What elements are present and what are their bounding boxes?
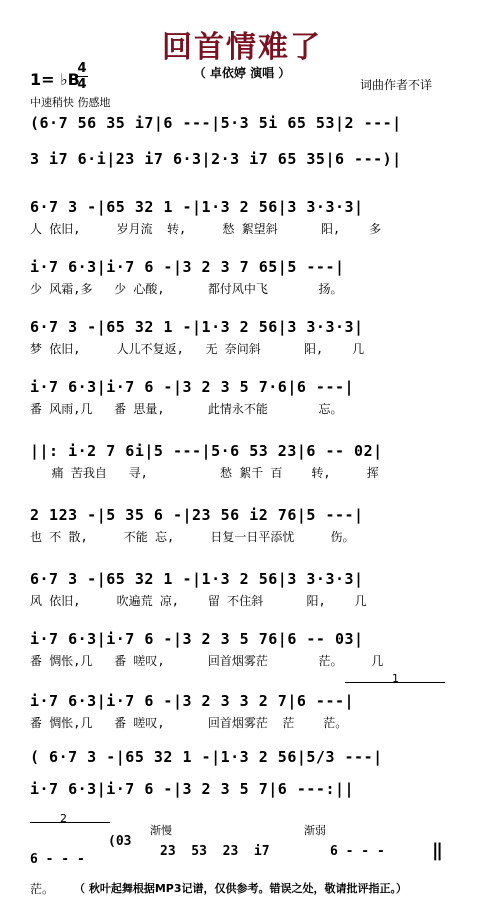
final-lyric: 茫。 bbox=[30, 882, 55, 896]
time-signature-top: 4 bbox=[77, 61, 87, 76]
time-signature-bottom: 4 bbox=[77, 77, 87, 92]
final-barline: ‖ bbox=[432, 840, 443, 861]
time-signature bbox=[76, 62, 88, 91]
tempo-marking: 中速稍快 伤感地 bbox=[30, 96, 111, 109]
lyrics: 番 惆怅,几 番 嗟叹, 回首烟雾茫 茫。 几 bbox=[30, 654, 384, 668]
notes: i·7 6·3|i·7 6 -|3 2 3 5 7|6 ---:|| bbox=[30, 780, 355, 798]
performer-credit: （ 卓依婷 演唱 ） bbox=[193, 66, 291, 80]
notes: i·7 6·3|i·7 6 -|3 2 3 3 2 7|6 ---| bbox=[30, 692, 355, 710]
notes: (6·7 56 35 i7|6 ---|5·3 5i 65 53|2 ---| bbox=[30, 114, 402, 132]
ritardando-label: 渐慢 bbox=[150, 824, 172, 837]
diminuendo-label: 渐弱 bbox=[304, 824, 326, 837]
composer-credit: 词曲作者不详 bbox=[360, 78, 433, 92]
lyrics: 番 风雨,几 番 思量, 此情永不能 忘。 bbox=[30, 402, 343, 416]
lyrics: 少 风霜,多 少 心酸, 都付风中飞 扬。 bbox=[30, 282, 343, 296]
lyrics: 痛 苦我自 寻, 愁 絮千 百 转, 挥 bbox=[30, 466, 379, 480]
notes: 6·7 3 -|65 32 1 -|1·3 2 56|3 3·3·3| bbox=[30, 318, 364, 336]
first-ending-number: 1 bbox=[392, 672, 399, 685]
final-notes: 6 - - - bbox=[30, 852, 85, 867]
lyrics: 番 惆怅,几 番 嗟叹, 回首烟雾茫 茫 茫。 bbox=[30, 716, 348, 730]
ritardando-notes: 23 53 23 i7 bbox=[160, 844, 270, 859]
lyrics: 人 依旧, 岁月流 转, 愁 絮望斜 阳, 多 bbox=[30, 222, 382, 236]
notes: ( 6·7 3 -|65 32 1 -|1·3 2 56|5/3 ---| bbox=[30, 748, 383, 766]
notes: 2 123 -|5 35 6 -|23 56 i2 76|5 ---| bbox=[30, 506, 364, 524]
second-ending-number: 2 bbox=[60, 812, 67, 825]
notes: i·7 6·3|i·7 6 -|3 2 3 5 7·6|6 ---| bbox=[30, 378, 355, 396]
lyrics: 梦 依旧, 人儿不复返, 无 奈问斜 阳, 几 bbox=[30, 342, 365, 356]
pickup-notes: (03 bbox=[108, 834, 132, 849]
notes: 3 i7 6·i|23 i7 6·3|2·3 i7 65 35|6 ---)| bbox=[30, 150, 402, 168]
key-signature: 1= ♭B bbox=[30, 70, 80, 89]
page-title: 回首情难了 bbox=[162, 30, 322, 65]
notes: 6·7 3 -|65 32 1 -|1·3 2 56|3 3·3·3| bbox=[30, 570, 364, 588]
notes: i·7 6·3|i·7 6 -|3 2 3 5 76|6 -- 03| bbox=[30, 630, 364, 648]
notes: 6·7 3 -|65 32 1 -|1·3 2 56|3 3·3·3| bbox=[30, 198, 364, 216]
footer-note: （ 秋叶起舞根据MP3记谱，仅供参考。错误之处，敬请批评指正。） bbox=[74, 882, 407, 895]
lyrics: 风 依旧, 吹遍荒 凉, 留 不住斜 阳, 几 bbox=[30, 594, 367, 608]
lyrics: 也 不 散, 不能 忘, 日复一日平添忧 伤。 bbox=[30, 530, 355, 544]
notes: ||: i·2 7 6i|5 ---|5·6 53 23|6 -- 02| bbox=[30, 442, 383, 460]
notes: i·7 6·3|i·7 6 -|3 2 3 7 65|5 ---| bbox=[30, 258, 345, 276]
diminuendo-notes: 6 - - - bbox=[330, 844, 385, 859]
second-ending-bracket bbox=[30, 822, 110, 823]
